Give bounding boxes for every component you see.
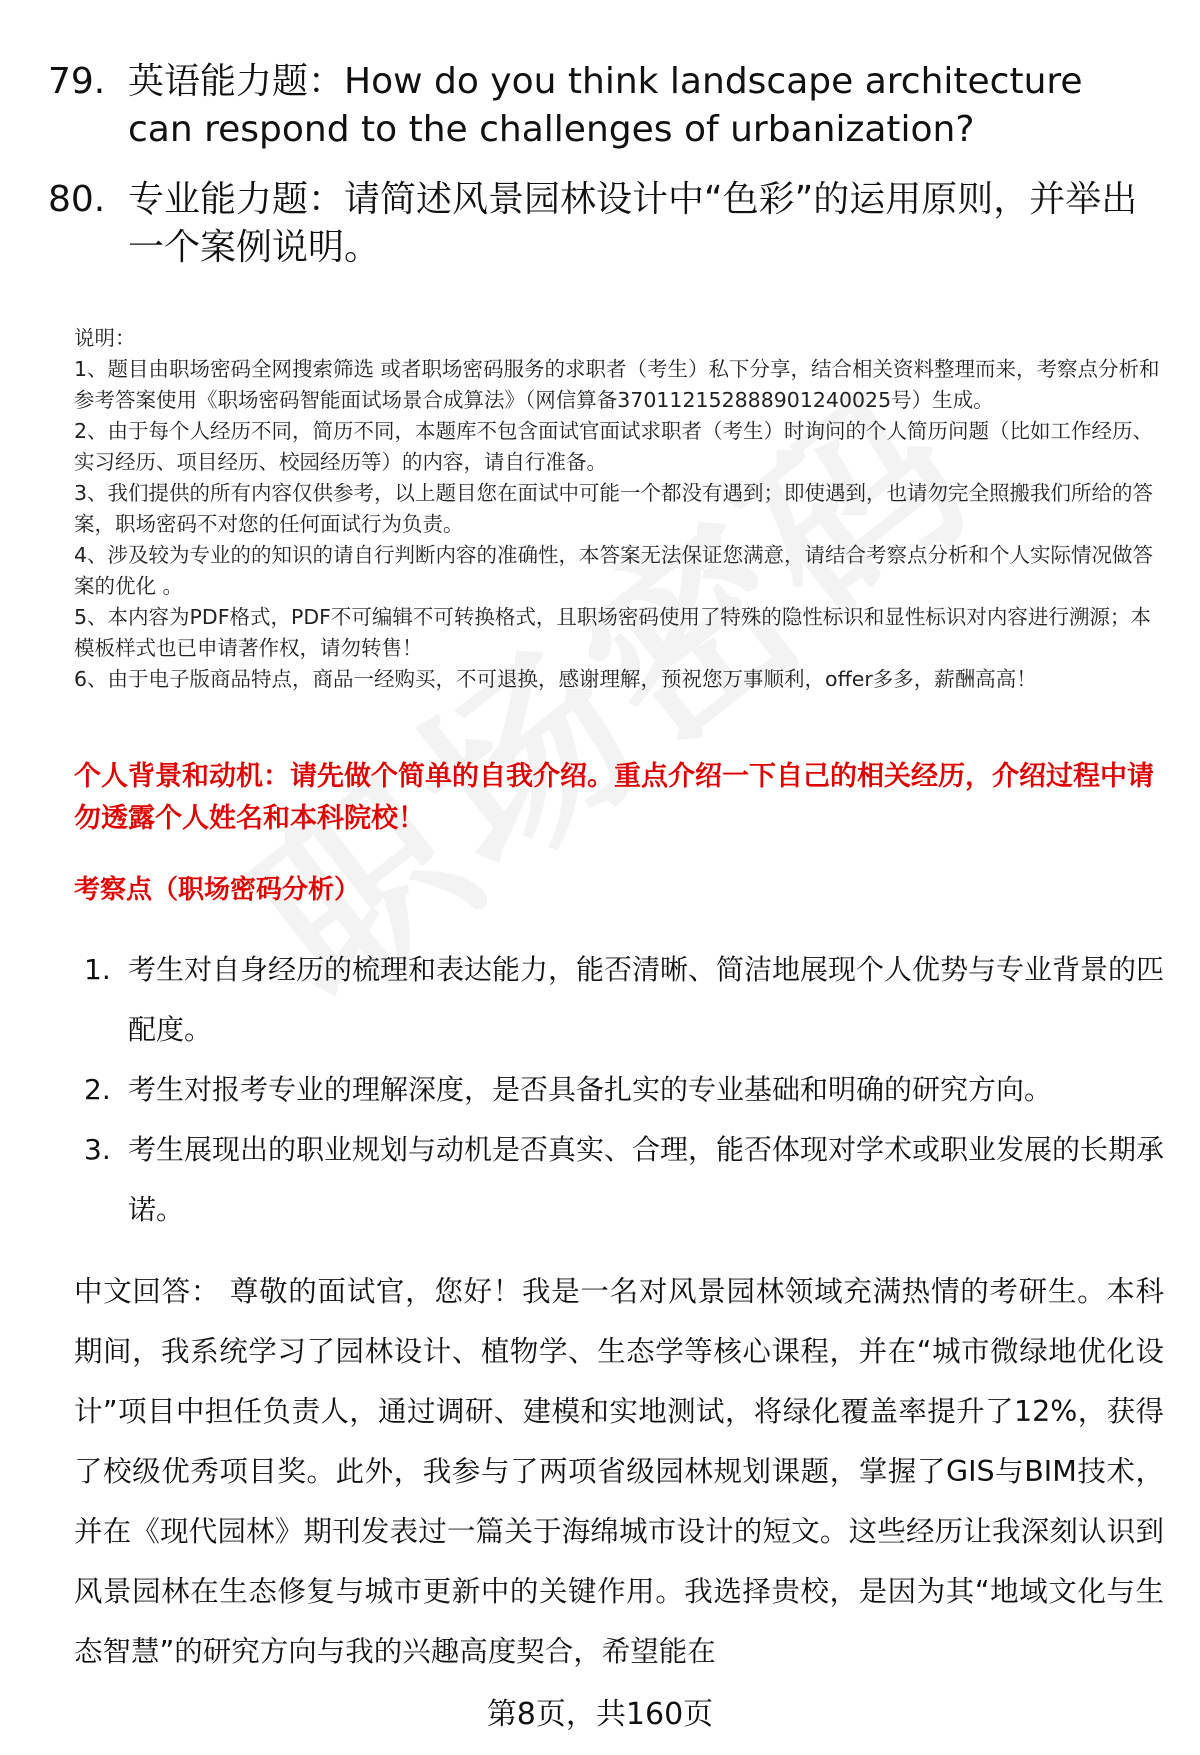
question-list (48, 58, 1158, 294)
point-number: 3. (84, 1133, 111, 1166)
note-item: 1、题目由职场密码全网搜索筛选 或者职场密码服务的求职者（考生）私下分享，结合相关资料整理而来，考察点分析和参考答案使用《职场密码智能面试场景合成算法》（网信算备370112152888901240025号）生成。 (74, 357, 1160, 412)
analysis-points (84, 940, 1164, 1240)
notes-section (74, 323, 1164, 695)
note-item: 2、由于每个人经历不同，简历不同，本题库不包含面试官面试求职者（考生）时询问的个人简历问题（比如工作经历、实习经历、项目经历、校园经历等）的内容，请自行准备。 (74, 419, 1154, 474)
analysis-heading: 考察点（职场密码分析） (74, 875, 361, 905)
background-question: 个人背景和动机：请先做个简单的自我介绍。重点介绍一下自己的相关经历，介绍过程中请勿透露个人姓名和本科院校！ (74, 761, 1154, 834)
note-item: 4、涉及较为专业的的知识的请自行判断内容的准确性，本答案无法保证您满意，请结合考察点分析和个人实际情况做答案的优化 。 (74, 543, 1154, 598)
answer-paragraph: 中文回答： 尊敬的面试官，您好！我是一名对风景园林领域充满热情的考研生。本科期间，我系统学习了园林设计、植物学、生态学等核心课程，并在“城市微绿地优化设计”项目中担任负责人，通过调研、建模和实地测试，将绿化覆盖率提升了12%，获得了校级优秀项目奖。此外，我参与了两项省级园林规划课题，掌握了GIS与BIM技术，并在《现代园林》期刊发表过一篇关于海绵城市设计的短文。这些经历让我深刻认识到风景园林在生态修复与城市更新中的关键作用。我选择贵校，是因为其“地域文化与生态智慧”的研究方向与我的兴趣高度契合，希望能在 (74, 1275, 1164, 1668)
notes-title: 说明： (74, 326, 136, 350)
note-item: 6、由于电子版商品特点，商品一经购买，不可退换，感谢理解，预祝您万事顺利，offer多多，薪酬高高！ (74, 667, 1037, 691)
question-item (48, 176, 1158, 272)
analysis-point (84, 1120, 1164, 1240)
analysis-point (84, 940, 1164, 1060)
question-text: 英语能力题：How do you think landscape architecture can respond to the challenges of urbanization? (128, 61, 1083, 150)
point-text: 考生对报考专业的理解深度，是否具备扎实的专业基础和明确的研究方向。 (128, 1073, 1053, 1106)
point-text: 考生展现出的职业规划与动机是否真实、合理，能否体现对学术或职业发展的长期承诺。 (128, 1133, 1165, 1226)
question-text: 专业能力题：请简述风景园林设计中“色彩”的运用原则，并举出一个案例说明。 (128, 179, 1138, 268)
page-footer: 第8页，共160页 (486, 1697, 714, 1732)
question-number: 79. (48, 61, 106, 102)
note-item: 5、本内容为PDF格式，PDF不可编辑不可转换格式，且职场密码使用了特殊的隐性标识和显性标识对内容进行溯源；本模板样式也已申请著作权，请勿转售！ (74, 605, 1151, 660)
point-text: 考生对自身经历的梳理和表达能力，能否清晰、简洁地展现个人优势与专业背景的匹配度。 (128, 953, 1165, 1046)
question-number: 80. (48, 179, 106, 220)
analysis-point (84, 1060, 1164, 1120)
question-item (48, 58, 1158, 154)
point-number: 1. (84, 953, 111, 986)
point-number: 2. (84, 1073, 111, 1106)
note-item: 3、我们提供的所有内容仅供参考，以上题目您在面试中可能一个都没有遇到；即使遇到，也请勿完全照搬我们所给的答案，职场密码不对您的任何面试行为负责。 (74, 481, 1154, 536)
